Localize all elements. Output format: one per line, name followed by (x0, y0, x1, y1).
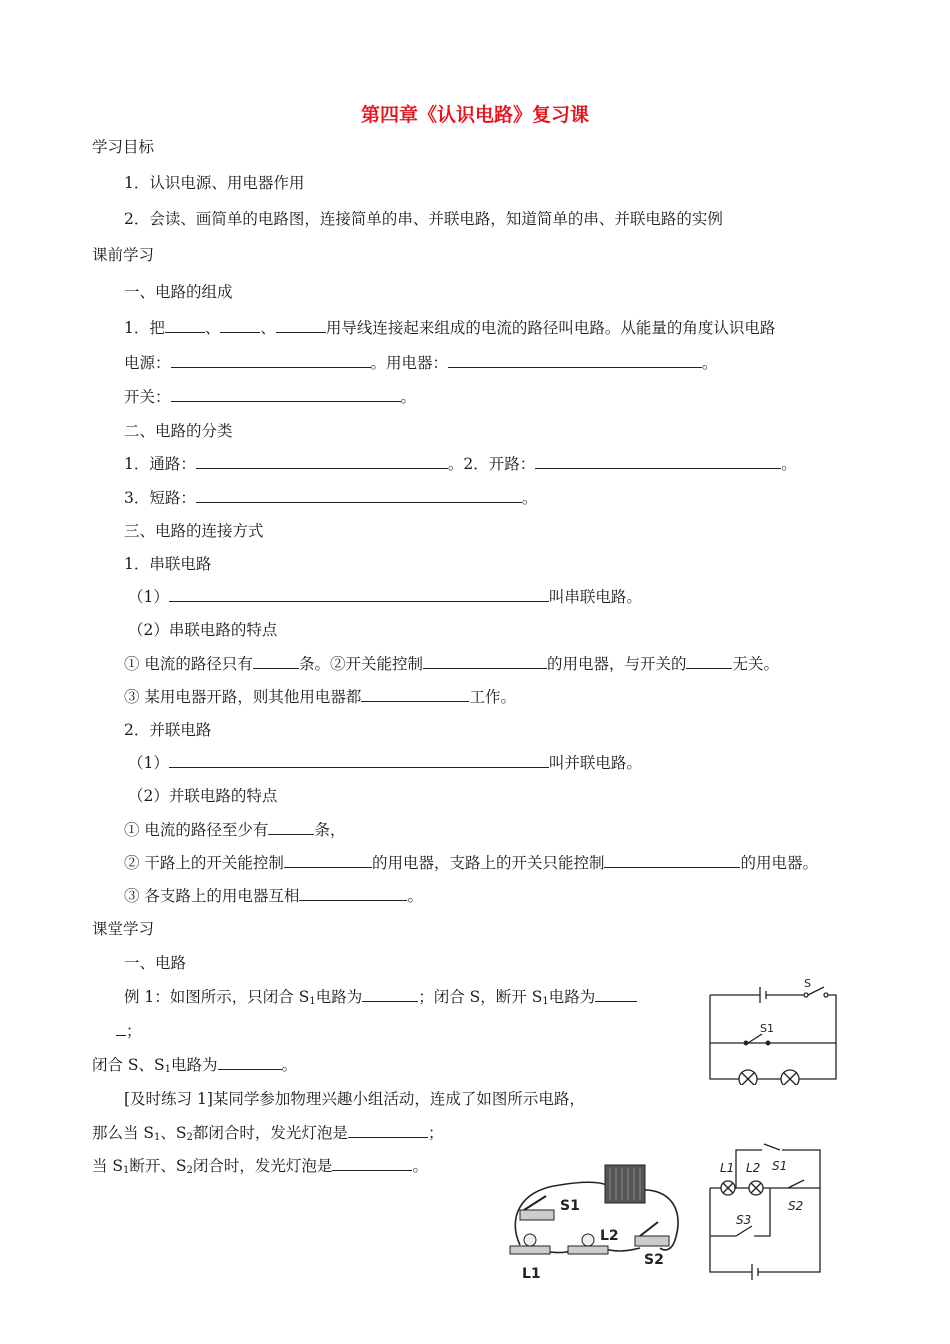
label-l1: L1 (720, 1161, 735, 1175)
blank[interactable] (268, 819, 314, 835)
parallel-features: （2）并联电路的特点 (128, 787, 278, 805)
question-switch: 开关： 。 (124, 388, 417, 406)
practice-circuit-diagram (700, 1140, 830, 1280)
blank[interactable] (276, 317, 326, 333)
question-closed-open: 1．通路： 。2．开路： 。 (124, 455, 797, 473)
label-l2-physical: L2 (600, 1228, 619, 1244)
label-s2: S2 (788, 1199, 804, 1213)
goals-heading: 学习目标 (92, 138, 155, 156)
practice-1-line-2: 那么当 $S_1$、$S_2$都闭合时，发光灯泡是 ； (92, 1124, 444, 1143)
parallel-feature-2: ② 干路上的开关能控制 的用电器，支路上的开关只能控制 的用电器。 (124, 854, 818, 872)
blank[interactable] (171, 386, 401, 402)
blank[interactable] (165, 317, 205, 333)
blank[interactable] (169, 586, 549, 602)
parallel-feature-3: ③ 各支路上的用电器互相 。 (124, 887, 423, 905)
label-l2: L2 (746, 1161, 761, 1175)
section-1-heading: 一、电路的组成 (124, 283, 233, 301)
parallel-heading: 2．并联电路 (124, 721, 212, 739)
parallel-definition: （1） 叫并联电路。 (128, 754, 642, 772)
blank[interactable] (535, 453, 781, 469)
question-source-appliance: 电源： 。用电器： 。 (124, 354, 718, 372)
parallel-feature-1: ① 电流的路径至少有 条， (124, 821, 346, 839)
label-l1-physical: L1 (522, 1266, 541, 1282)
class-section-1-heading: 一、电路 (124, 954, 187, 972)
section-3-heading: 三、电路的连接方式 (124, 522, 264, 540)
question-short: 3．短路： 。 (124, 489, 538, 507)
blank[interactable] (220, 317, 260, 333)
blank[interactable] (423, 653, 547, 669)
physical-circuit-drawing (500, 1160, 690, 1285)
blank[interactable] (171, 352, 371, 368)
example-1-line-1: 例 1：如图所示，只闭合 $S_1$电路为 ；闭合 S，断开 $S_1$电路为 (124, 986, 637, 1013)
blank[interactable] (595, 986, 637, 1002)
goal-2: 2．会读、画简单的电路图，连接简单的串、并联电路，知道简单的串、并联电路的实例 (124, 210, 723, 228)
blank[interactable] (116, 1020, 126, 1036)
blank[interactable] (284, 852, 372, 868)
practice-1-line-3: 当 $S_1$断开、$S_2$闭合时，发光灯泡是 。 (92, 1157, 428, 1176)
label-s: S (804, 977, 811, 990)
series-definition: （1） 叫串联电路。 (128, 588, 642, 606)
label-s1: S1 (760, 1022, 774, 1035)
example-1-line-2: 闭合 S、$S_1$电路为 。 (92, 1056, 298, 1075)
label-s1-physical: S1 (560, 1198, 580, 1214)
blank[interactable] (686, 653, 732, 669)
class-heading: 课堂学习 (92, 920, 155, 938)
blank[interactable] (362, 986, 418, 1002)
blank[interactable] (604, 852, 740, 868)
blank[interactable] (196, 487, 522, 503)
series-features: （2）串联电路的特点 (128, 621, 278, 639)
label-s2-physical: S2 (644, 1252, 664, 1268)
blank[interactable] (169, 752, 549, 768)
example-circuit-diagram (700, 975, 850, 1085)
label-s3: S3 (736, 1213, 752, 1227)
pre-heading: 课前学习 (92, 246, 155, 264)
label-s1: S1 (772, 1159, 788, 1173)
blank[interactable] (332, 1155, 412, 1171)
blank[interactable] (196, 453, 448, 469)
series-feature-3: ③ 某用电器开路，则其他用电器都 工作。 (124, 688, 516, 706)
blank[interactable] (348, 1122, 428, 1138)
blank[interactable] (361, 686, 469, 702)
blank[interactable] (218, 1054, 282, 1070)
example-1-line-1-continued: ； (116, 1020, 142, 1042)
blank[interactable] (253, 653, 299, 669)
page-title: 第四章《认识电路》复习课 (360, 104, 589, 126)
goal-1: 1．认识电源、用电器作用 (124, 174, 305, 192)
series-feature-1: ① 电流的路径只有 条。②开关能控制 的用电器，与开关的 无关。 (124, 655, 779, 673)
section-2-heading: 二、电路的分类 (124, 422, 233, 440)
blank[interactable] (448, 352, 702, 368)
blank[interactable] (299, 885, 407, 901)
series-heading: 1．串联电路 (124, 555, 212, 573)
practice-1-line-1: [及时练习 1]某同学参加物理兴趣小组活动，连成了如图所示电路， (124, 1090, 585, 1108)
question-components: 1．把 、 、 用导线连接起来组成的电流的路径叫电路。从能量的角度认识电路 (124, 319, 776, 337)
